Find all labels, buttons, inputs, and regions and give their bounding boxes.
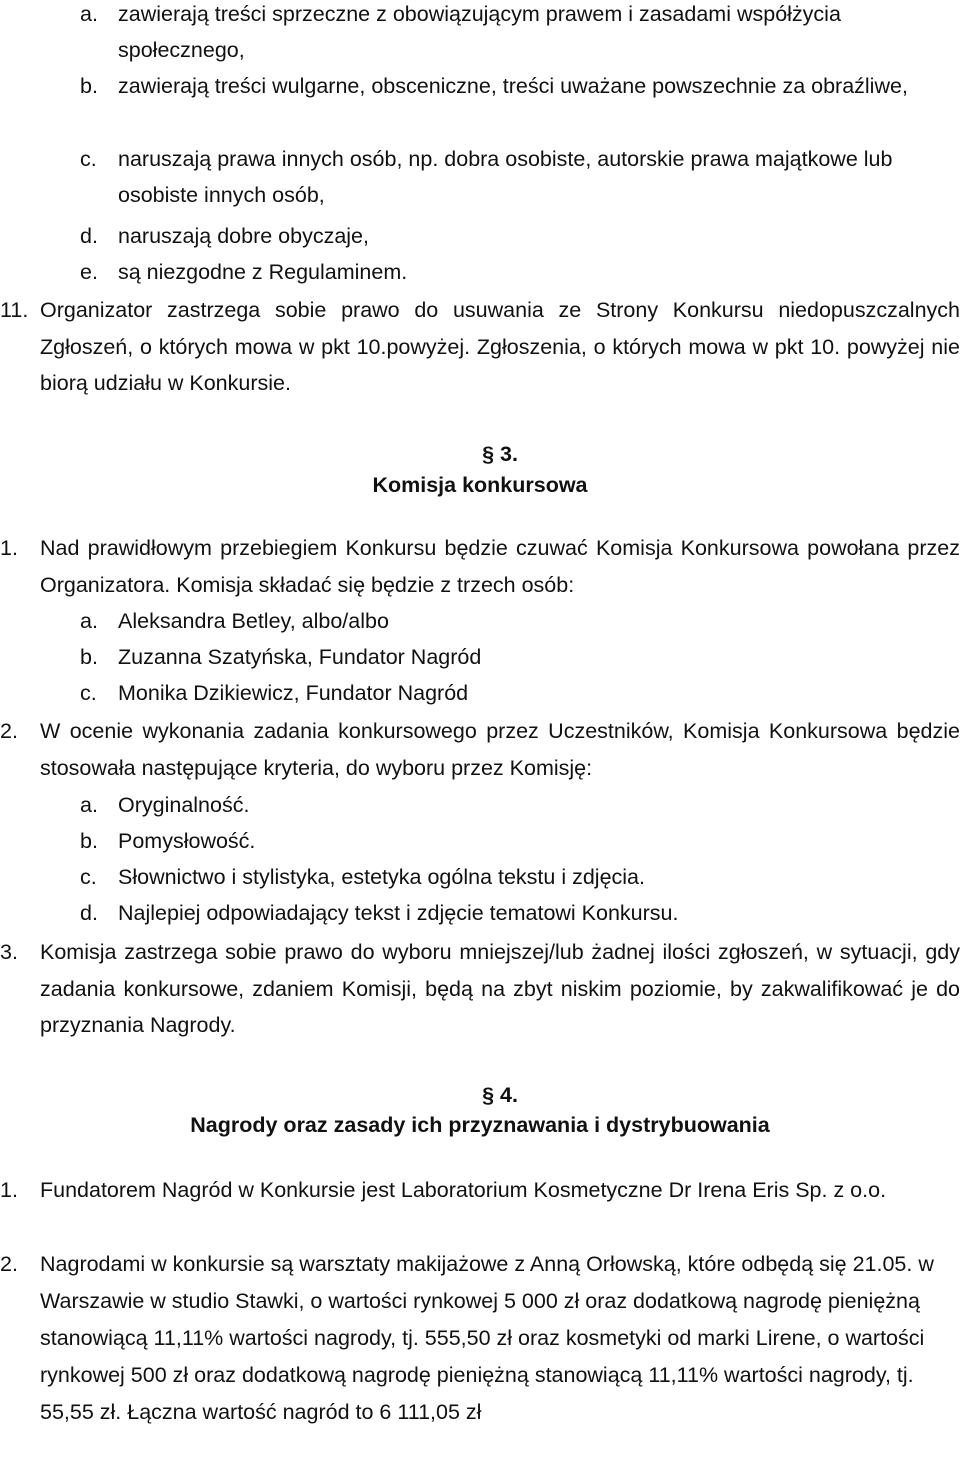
section-title: Nagrody oraz zasady ich przyznawania i dystrybuowania: [190, 1113, 770, 1137]
list-item: [80, 823, 940, 859]
section-number: § 4.: [482, 1083, 518, 1107]
section4-paragraph-2: [0, 1246, 960, 1431]
list-item: [80, 0, 950, 68]
list-text: są niezgodne z Regulaminem.: [118, 260, 408, 284]
list-text: Zuzanna Szatyńska, Fundator Nagród: [118, 645, 482, 669]
list-marker: c.: [80, 147, 97, 171]
section3-paragraph-1: [0, 530, 960, 603]
list-marker: b.: [80, 829, 98, 853]
list-marker: b.: [80, 74, 98, 98]
list-text: zawierają treści sprzeczne z obowiązującym prawem i zasadami współżycia społecznego,: [118, 2, 841, 62]
list-text: Oryginalność.: [118, 793, 250, 817]
list-marker: e.: [80, 260, 98, 284]
list-item: [80, 603, 940, 639]
paragraph-marker: 1.: [0, 536, 18, 560]
paragraph-marker: 11.: [0, 298, 29, 322]
list-item: [80, 787, 940, 823]
list-text: naruszają prawa innych osób, np. dobra osobiste, autorskie prawa majątkowe lub osobiste innych osób,: [118, 147, 893, 207]
paragraph-text: Nagrodami w konkursie są warsztaty makijażowe z Anną Orłowską, które odbędą się 21.05. w Warszawie w studio Stawki, o wartości rynkowej 5 000 zł oraz dodatkową nagrodę pieniężną stanowiącą 11,11% wartości nagrody, tj. 555,50 zł oraz kosmetyki od marki Lirene, o wartości rynkowej 500 zł oraz dodatkową nagrodę pieniężną stanowiącą 11,11% wartości nagrody, tj. 55,55 zł. Łączna wartość nagród to 6 111,05 zł: [40, 1252, 934, 1424]
section-title: Komisja konkursowa: [372, 473, 588, 497]
section3-paragraph-2: [0, 713, 960, 786]
section4-paragraph-1: [0, 1172, 960, 1209]
list-item: [80, 639, 940, 675]
list-marker: a.: [80, 2, 98, 26]
list-marker: d.: [80, 901, 98, 925]
paragraph-text: W ocenie wykonania zadania konkursowego przez Uczestników, Komisja Konkursowa będzie stosowała następujące kryteria, do wyboru przez Komisję:: [40, 719, 960, 780]
list-marker: a.: [80, 609, 98, 633]
list-marker: d.: [80, 224, 98, 248]
paragraph-marker: 2.: [0, 1252, 18, 1276]
list-text: zawierają treści wulgarne, obsceniczne, treści uważane powszechnie za obraźliwe,: [118, 74, 908, 98]
paragraph-marker: 2.: [0, 719, 18, 743]
list-text: Monika Dzikiewicz, Fundator Nagród: [118, 681, 469, 705]
list-item: [80, 254, 950, 290]
list-marker: c.: [80, 865, 97, 889]
list-marker: a.: [80, 793, 98, 817]
list-item: [80, 895, 940, 931]
list-marker: b.: [80, 645, 98, 669]
list-text: Pomysłowość.: [118, 829, 256, 853]
section-number: § 3.: [482, 442, 518, 466]
section3-paragraph-3: [0, 934, 960, 1044]
list-item: [80, 859, 940, 895]
paragraph-text: Fundatorem Nagród w Konkursie jest Laboratorium Kosmetyczne Dr Irena Eris Sp. z o.o.: [40, 1178, 887, 1202]
paragraph-marker: 3.: [0, 940, 18, 964]
list-marker: c.: [80, 681, 97, 705]
list-item: [80, 675, 940, 711]
paragraph-text: Komisja zastrzega sobie prawo do wyboru mniejszej/lub żadnej ilości zgłoszeń, w sytuacji, gdy zadania konkursowe, zdaniem Komisji, będą na zbyt niskim poziomie, by zakwalifikować je do przyznania Nagrody.: [40, 940, 960, 1037]
list-item: [80, 141, 950, 213]
list-text: Najlepiej odpowiadający tekst i zdjęcie tematowi Konkursu.: [118, 901, 679, 925]
list-item: [80, 68, 950, 104]
list-item: [80, 218, 950, 254]
paragraph-marker: 1.: [0, 1178, 18, 1202]
list-text: Słownictwo i stylistyka, estetyka ogólna tekstu i zdjęcia.: [118, 865, 645, 889]
paragraph-11: [0, 292, 960, 402]
paragraph-text: Nad prawidłowym przebiegiem Konkursu będzie czuwać Komisja Konkursowa powołana przez Organizatora. Komisja składać się będzie z trzech osób:: [40, 536, 960, 597]
paragraph-text: Organizator zastrzega sobie prawo do usuwania ze Strony Konkursu niedopuszczalnych Zgłoszeń, o których mowa w pkt 10.powyżej. Zgłoszenia, o których mowa w pkt 10. powyżej nie biorą udziału w Konkursie.: [40, 298, 960, 395]
list-text: naruszają dobre obyczaje,: [118, 224, 369, 248]
list-text: Aleksandra Betley, albo/albo: [118, 609, 389, 633]
